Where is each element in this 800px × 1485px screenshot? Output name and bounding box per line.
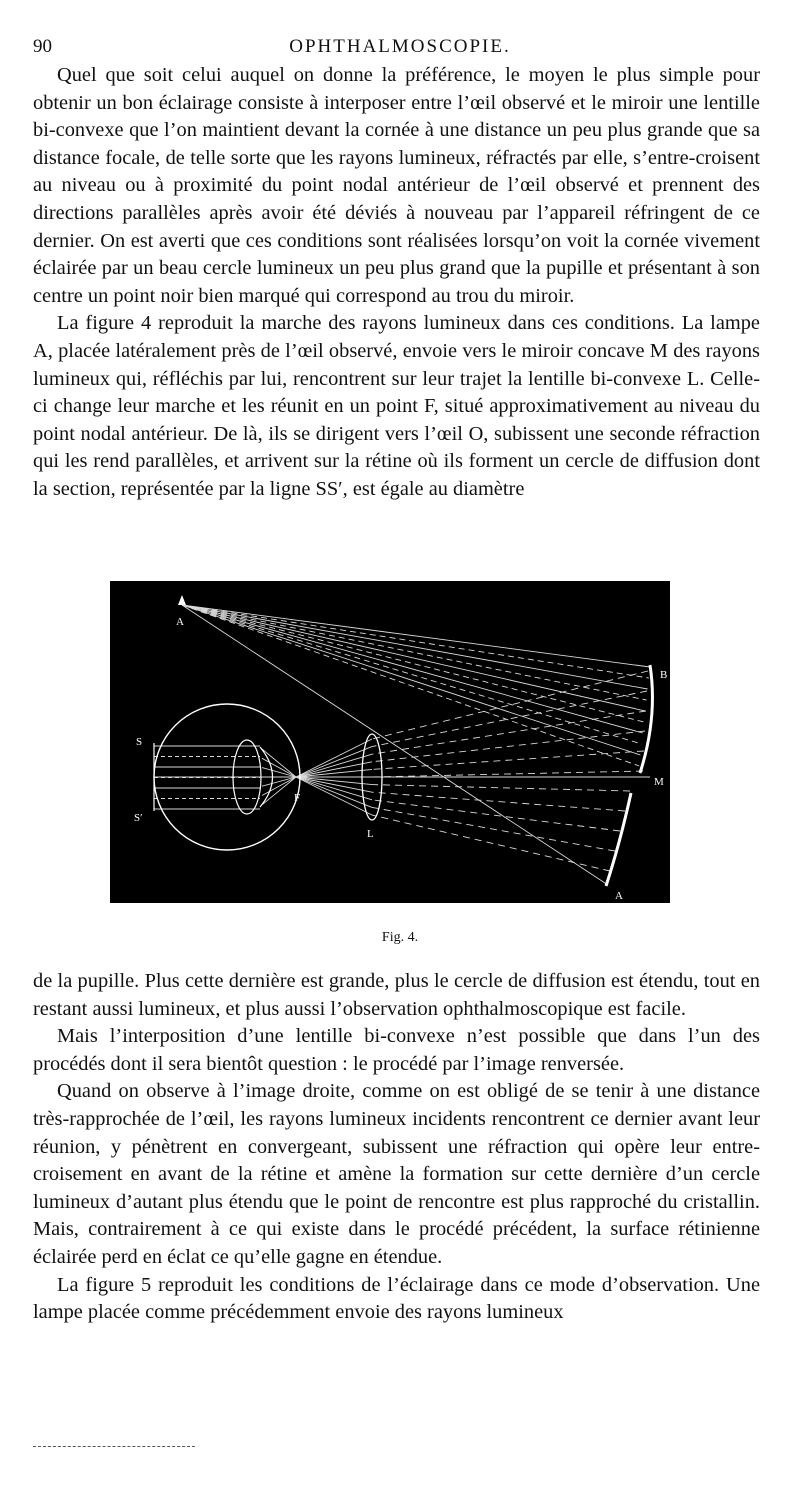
light-ray xyxy=(182,605,645,711)
mirror-lower xyxy=(606,793,631,886)
paragraph: Quel que soit celui auquel on donne la préférence, le moyen le plus simple pour obtenir un bon éclairage consiste à interposer entre l’œil observé et le miroir une lentille bi-convexe que l’on maintient devant la cornée à une distance un peu plus grande que sa distance focale, de telle sorte que les rayons lumineux, réfractés par elle, s’entre-croisent au niveau ou à proximité du point nodal antérieur de l’œil observé et prennent des directions parallèles après avoir été déviés à nouveau par l’appareil réfringent de ce dernier. On est averti que ces conditions sont réalisées lorsqu’on voit la cornée vivement éclairée par un beau cercle lumineux un peu plus grand que la pupille et présentant à son centre un point noir bien marqué qui correspond au trou du miroir. xyxy=(33,64,760,307)
light-ray xyxy=(372,771,643,777)
light-ray xyxy=(296,777,372,807)
light-ray xyxy=(296,777,372,792)
light-ray xyxy=(182,605,640,755)
paragraph: de la pupille. Plus cette dernière est grande, plus le cercle de diffusion est étendu, tout en restant aussi lumineux, et plus aussi l’observation ophthalmoscopique est facile. xyxy=(33,970,760,1020)
light-ray xyxy=(372,671,648,739)
light-ray xyxy=(372,691,647,747)
text-block-bottom xyxy=(33,968,760,1327)
light-ray xyxy=(262,749,296,777)
page-number: 90 xyxy=(33,36,52,57)
footer-rule xyxy=(33,1446,195,1447)
label-M: M xyxy=(654,776,664,788)
light-ray xyxy=(182,605,649,678)
mirror-upper xyxy=(640,665,652,773)
paragraph: La figure 4 reproduit la marche des rayons lumineux dans ces conditions. La lampe A, placée latéralement près de l’œil observé, envoie vers le miroir concave M des rayons lumineux qui, réfléchis par lui, rencontrent sur leur trajet la lentille bi-convexe L. Celle-ci change leur marche et les réunit en un point F, situé approximativement au niveau du point nodal antérieur. De là, ils se dirigent vers l’œil O, subissent une seconde réfraction qui les rend parallèles, et arrivent sur la rétine où ils forment un cercle de diffusion dont la section, représentée par la ligne SS′, est égale au diamètre xyxy=(33,312,760,500)
light-ray xyxy=(372,731,645,762)
paragraph: Quand on observe à l’image droite, comme on est obligé de se tenir à une distance très-rapprochée de l’œil, les rayons lumineux incidents rencontrent ce dernier avant leur réunion, y pénètrent en convergeant, subissent une réfraction qui opère leur entre-croisement en avant de la rétine et amène la formation sur cette dernière d’un cercle lumineux d’autant plus étendu que le point de rencontre est plus rapproché du cristallin. Mais, contrairement à ce qui existe dans le procédé précédent, la surface rétinienne éclairée perd en éclat ce qu’elle gagne en étendue. xyxy=(33,1080,760,1268)
light-ray xyxy=(372,800,620,831)
label-F: F xyxy=(294,792,301,804)
figure-caption: Fig. 4. xyxy=(381,930,419,945)
light-ray xyxy=(296,747,372,777)
label-A: A xyxy=(615,890,623,902)
light-ray xyxy=(372,792,625,811)
light-ray xyxy=(372,807,615,851)
light-ray xyxy=(372,785,630,791)
light-ray xyxy=(182,605,644,722)
light-ray xyxy=(262,777,296,796)
lamp-flame xyxy=(178,595,186,605)
light-ray xyxy=(182,605,650,667)
label-S-prime: S′ xyxy=(134,812,143,824)
label-B: B xyxy=(660,669,668,681)
light-ray xyxy=(182,605,642,744)
label-S: S xyxy=(136,736,143,748)
paragraph: La figure 5 reproduit les conditions de l’éclairage dans ce mode d’observation. Une lampe placée comme précédemment envoie des rayons lumineux xyxy=(33,1273,760,1324)
running-head: OPHTHALMOSCOPIE. xyxy=(289,36,511,57)
light-ray xyxy=(182,605,646,700)
light-ray xyxy=(372,815,610,871)
light-ray xyxy=(372,751,644,769)
light-ray xyxy=(182,605,608,885)
label-lamp-A: A xyxy=(176,616,184,628)
paragraph: Mais l’interposition d’une lentille bi-convexe n’est possible que dans l’un des procédés dont il sera bientôt question : le procédé par l’image renversée. xyxy=(33,1025,760,1075)
label-L: L xyxy=(367,828,374,840)
light-ray xyxy=(296,762,372,777)
light-ray xyxy=(182,605,643,733)
figure-4-ray-diagram xyxy=(110,581,670,903)
light-ray xyxy=(262,758,296,777)
light-ray xyxy=(182,605,648,689)
text-block-top xyxy=(33,62,760,504)
